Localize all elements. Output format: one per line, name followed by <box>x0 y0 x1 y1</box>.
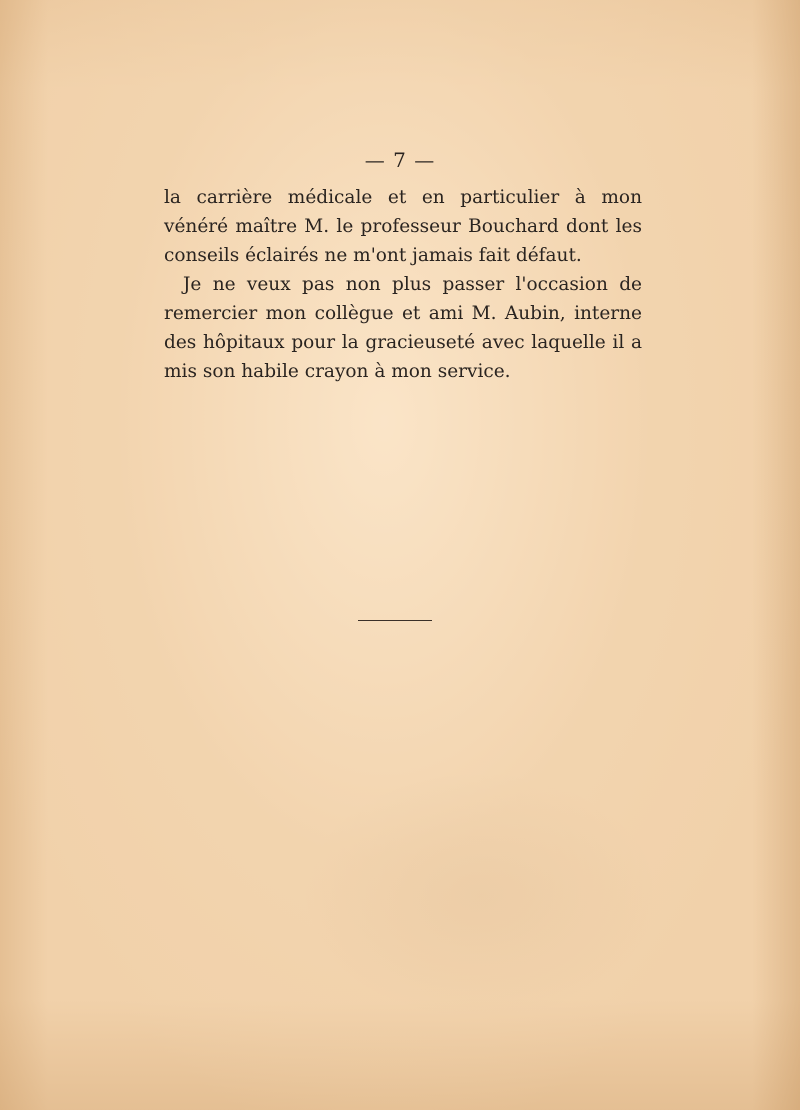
paper-stain <box>300 770 660 1020</box>
paragraph-acknowledgement: Je ne veux pas non plus passer l'occasion de remercier mon collègue et ami M. Aubin, interne des hôpitaux pour la gracieuseté avec laquelle il a mis son habile crayon à mon service. <box>164 274 642 382</box>
section-end-rule <box>358 620 432 621</box>
body-text <box>164 183 642 386</box>
paragraph-continuation: la carrière médicale et en particulier à mon vénéré maître M. le professeur Bouchard dont les conseils éclairés ne m'ont jamais fait défaut. <box>164 187 642 266</box>
page-number: — 7 — <box>364 148 436 172</box>
